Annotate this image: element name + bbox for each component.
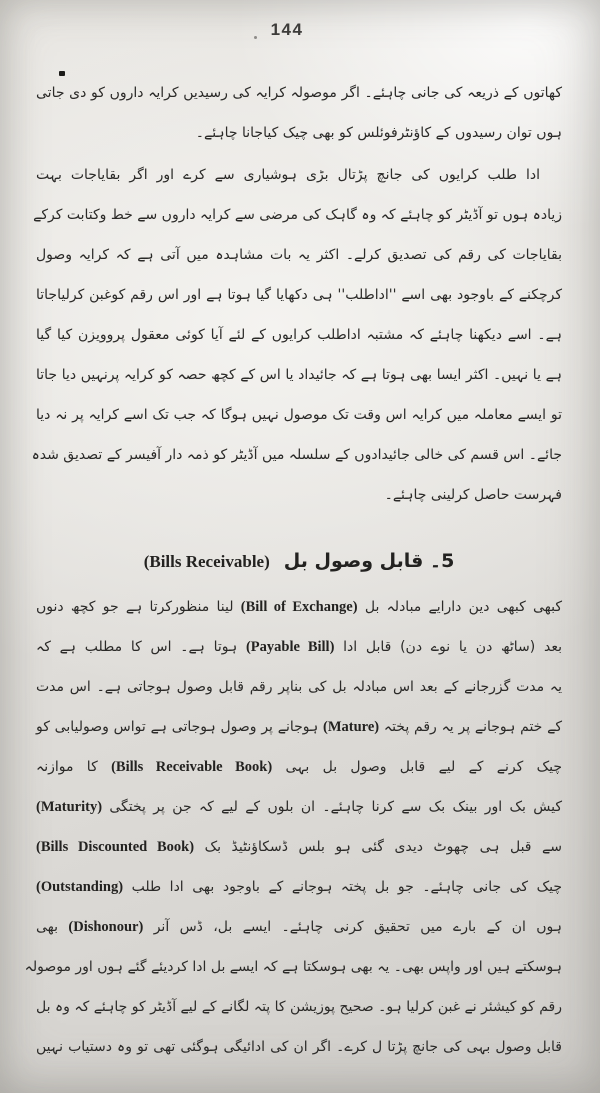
urdu-text: لینا منظورکرتا ہے جو کچھ دنوں xyxy=(36,599,241,615)
urdu-text: ہے یا نہیں۔ اکثر ایسا بھی ہوتا ہے کہ جائیداد یا اس کے کچھ حصہ کو کرایہ پرنہیں دیا جاتا xyxy=(36,367,562,383)
text-line xyxy=(36,787,562,827)
english-term: (Maturity) xyxy=(36,799,103,815)
text-line xyxy=(24,947,562,987)
text-line xyxy=(36,827,562,867)
paragraph-counterfoils xyxy=(36,73,562,153)
urdu-text: جائے۔ اس قسم کی خالی جائیدادوں کے سلسلہ میں آڈیٹر کو ذمہ دار آفیسر کے تصدیق شدہ xyxy=(31,447,562,463)
english-term: (Outstanding) xyxy=(36,879,124,895)
english-term: (Bills Receivable Book) xyxy=(111,759,273,775)
text-line xyxy=(36,987,562,1027)
text-line xyxy=(36,315,562,355)
urdu-text: رقم کو کیشئر نے غبن کرلیا ہو۔ صحیح پوزیشن کا پتہ لگانے کے لیے آڈیٹر کو چاہئے کہ وہ بل xyxy=(36,999,562,1015)
text-line xyxy=(36,73,562,113)
english-term: (Bill of Exchange) xyxy=(240,599,358,615)
page-body xyxy=(24,52,563,1067)
urdu-text: ہوجانے پر وصول ہوجاتی ہے تواس وصولیابی کو xyxy=(36,719,323,735)
urdu-text: زیادہ ہوں تو آڈیٹر کو چاہئے کہ وہ گاہک کی مرضی سے کرایہ داروں سے خط وکتابت کرکے xyxy=(33,207,562,223)
urdu-text: چیک کی جانی چاہئے۔ جو بل پختہ ہوجانے کے باوجود بھی ادا طلب xyxy=(123,879,562,895)
urdu-text: یہ مدت گزرجانے کے بعد اس مبادلہ بل کی بناپر رقم قابل وصول ہوجاتی ہے۔ اس مدت xyxy=(36,679,562,695)
urdu-text: کرچکنے کے باوجود بھی اسے ''اداطلب'' ہی دکھایا گیا ہوتا ہے اور اس رقم کوغبن کرلیاجاتا xyxy=(36,287,562,303)
urdu-text: فہرست حاصل کرلینی چاہئے۔ xyxy=(384,487,562,503)
section-heading-english: (Bills Receivable) xyxy=(143,552,270,571)
english-term: (Dishonour) xyxy=(68,919,144,935)
text-line xyxy=(36,113,562,153)
urdu-text: چیک کرنے کے لیے قابل وصول بل بہی xyxy=(272,759,562,775)
english-term: (Payable Bill) xyxy=(245,639,335,655)
urdu-text: ہوتا ہے۔ اس کا مطلب ہے کہ xyxy=(36,639,246,655)
section-heading-bills-receivable xyxy=(36,541,562,581)
urdu-text: کھاتوں کے ذریعہ کی جانی چاہئے۔ اگر موصولہ کرایہ کی رسیدیں کرایہ داروں کو دی جاتی xyxy=(36,85,562,101)
section-heading-urdu: 5۔ قابل وصول بل xyxy=(283,550,455,572)
paragraph-outstanding-rents xyxy=(31,155,562,515)
urdu-text: ہوں توان رسیدوں کے کاؤنٹرفوئلس کو بھی چیک کیاجانا چاہئے۔ xyxy=(195,125,562,141)
text-line xyxy=(36,395,562,435)
urdu-text: کبھی کبھی دین دارایے مبادلہ بل xyxy=(357,599,563,615)
text-line xyxy=(36,747,562,787)
paragraph-bills-receivable xyxy=(24,587,563,1067)
urdu-text: بعد (ساٹھ دن یا نوے دن) قابل ادا xyxy=(334,639,562,655)
text-line xyxy=(36,155,562,195)
text-line xyxy=(36,867,562,907)
text-line xyxy=(36,1027,562,1067)
text-line xyxy=(36,587,562,627)
text-line xyxy=(36,667,562,707)
text-line xyxy=(33,195,562,235)
text-line xyxy=(36,355,562,395)
text-line xyxy=(31,435,562,475)
urdu-text: بقایاجات کی رقم کی تصدیق کرلے۔ اکثر یہ بات مشاہدہ میں آتی ہے کہ کرایہ وصول xyxy=(36,247,562,263)
text-line xyxy=(36,235,562,275)
english-term: (Bills Discounted Book) xyxy=(36,839,195,855)
text-line xyxy=(36,627,562,667)
urdu-text: ہے۔ اسے دیکھنا چاہئے کہ مشتبہ اداطلب کرایوں کے لئے آیا کوئی معقول پروویزن کیا گیا xyxy=(36,327,562,343)
urdu-text: تو ایسے معاملہ میں کرایہ اس وقت تک موصول نہیں ہوگا کہ جب تک اسے کرایہ پر نہ دیا xyxy=(36,407,562,423)
urdu-text: سے قبل ہی چھوٹ دیدی گئی ہو بلس ڈسکاؤنٹیڈ بک xyxy=(194,839,562,855)
text-line xyxy=(36,275,562,315)
text-line xyxy=(36,907,562,947)
text-line xyxy=(36,707,562,747)
urdu-text: قابل وصول بہی کی جانچ پڑتا ل کرے۔ اگر ان کی ادائیگی ہوگئی تھی تو وہ دستیاب نہیں xyxy=(36,1039,562,1055)
urdu-text: کیش بک اور بینک بک سے کرنا چاہئے۔ ان بلوں کے لیے کہ جن پر پختگی xyxy=(102,799,562,815)
urdu-text: کے ختم ہوجانے پر یہ رقم پختہ xyxy=(379,719,562,735)
text-line xyxy=(36,475,562,515)
english-term: (Mature) xyxy=(322,719,380,735)
urdu-text: کا موازنہ xyxy=(36,759,112,775)
urdu-text: ادا طلب کرایوں کی جانچ پڑتال بڑی ہوشیاری سے کرے اور اگر بقایاجات بہت xyxy=(36,167,540,183)
urdu-text: ہوں ان کے بارے میں تحقیق کرنی چاہئے۔ ایسے بل، ڈس آنر xyxy=(143,919,562,935)
page-number: 144 xyxy=(270,20,304,39)
urdu-text: ہوسکتے ہیں اور واپس بھی۔ یہ بھی ہوسکتا ہے کہ ایسے بل ادا کردیئے گئے ہوں اور موصولہ xyxy=(24,959,562,975)
urdu-text: بھی xyxy=(36,919,69,935)
